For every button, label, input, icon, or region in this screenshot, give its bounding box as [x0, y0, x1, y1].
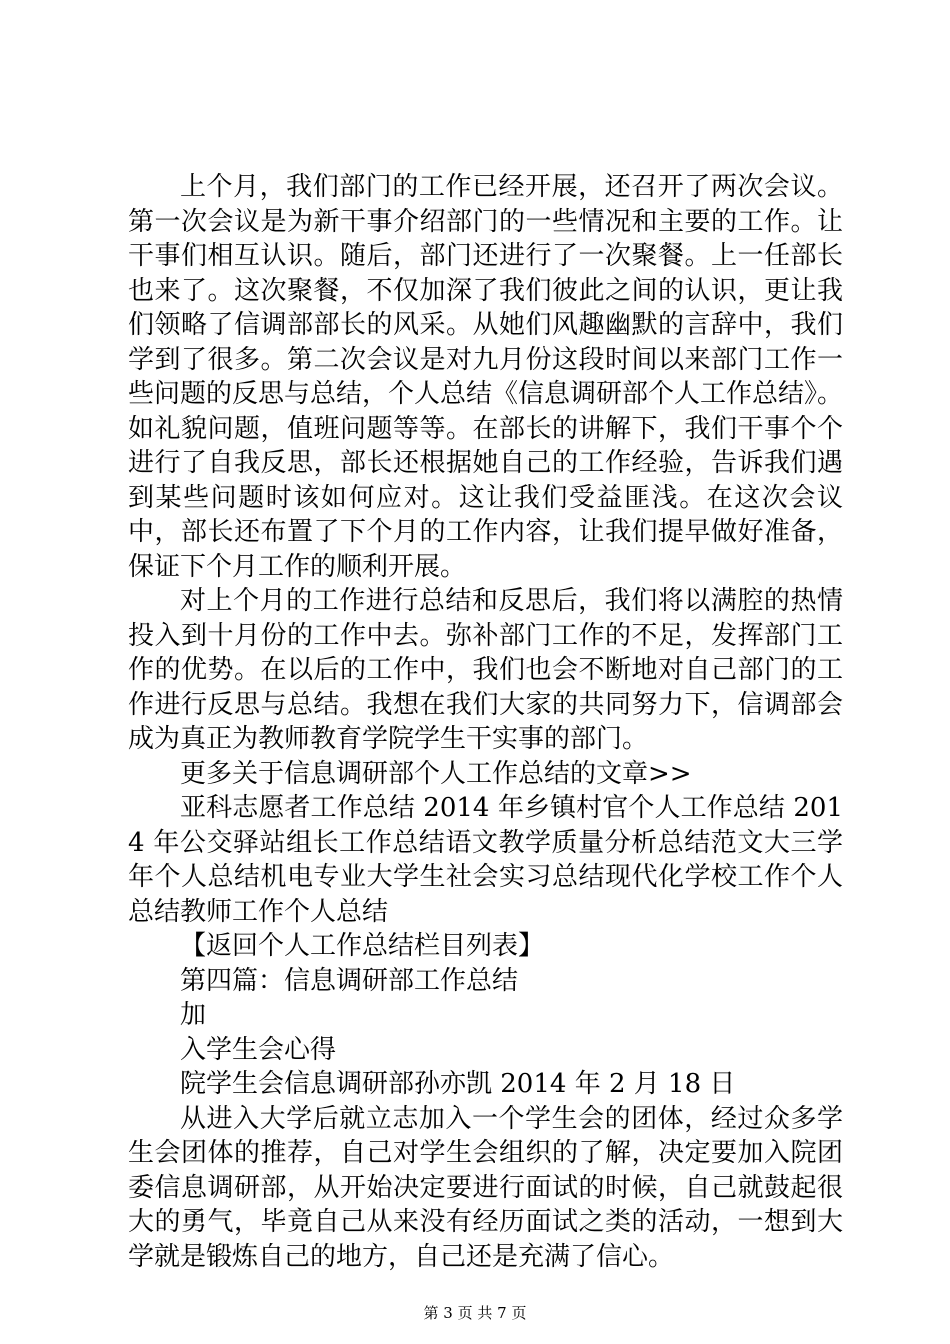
subtitle-part-2: 入学生会心得 [180, 1034, 337, 1065]
more-articles-link[interactable]: 更多关于信息调研部个人工作总结的文章>> [180, 758, 692, 789]
related-articles-list[interactable]: 亚科志愿者工作总结 2014 年乡镇村官个人工作总结 2014 年公交驿站组长工作总结语文教学质量分析总结范文大三学年个人总结机电专业大学生社会实习总结现代化学校工作个人总结教师工作个人总结 [128, 793, 843, 927]
paragraph-reflection: 对上个月的工作进行总结和反思后，我们将以满腔的热情投入到十月份的工作中去。弥补部门工作的不足，发挥部门工作的优势。在以后的工作中，我们也会不断地对自己部门的工作进行反思与总结。我想在我们大家的共同努力下，信调部会成为真正为教师教育学院学生干实事的部门。 [128, 586, 843, 754]
paragraph-joining-story: 从进入大学后就立志加入一个学生会的团体，经过众多学生会团体的推荐，自己对学生会组织的了解，决定要加入院团委信息调研部，从开始决定要进行面试的时候，自己就鼓起很大的勇气，毕竟自己从来没有经历面试之类的活动，一想到大学就是锻炼自己的地方，自己还是充满了信心。 [128, 1103, 843, 1272]
section-heading: 第四篇：信息调研部工作总结 [180, 965, 519, 996]
document-body [128, 170, 843, 1274]
author-date-line: 院学生会信息调研部孙亦凯 2014 年 2 月 18 日 [180, 1069, 736, 1099]
subtitle-part-1: 加 [180, 1000, 207, 1030]
page-number-footer: 第 3 页 共 7 页 [423, 1304, 527, 1322]
return-to-list-link[interactable]: 【返回个人工作总结栏目列表】 [180, 931, 545, 961]
paragraph-meeting-summary: 上个月，我们部门的工作已经开展，还召开了两次会议。第一次会议是为新干事介绍部门的一些情况和主要的工作。让干事们相互认识。随后，部门还进行了一次聚餐。上一任部长也来了。这次聚餐，不仅加深了我们彼此之间的认识，更让我们领略了信调部部长的风采。从她们风趣幽默的言辞中，我们学到了很多。第二次会议是对九月份这段时间以来部门工作一些问题的反思与总结，个人总结《信息调研部个人工作总结》。如礼貌问题，值班问题等等。在部长的讲解下，我们干事个个进行了自我反思，部长还根据她自己的工作经验，告诉我们遇到某些问题时该如何应对。这让我们受益匪浅。在这次会议中，部长还布置了下个月的工作内容，让我们提早做好准备，保证下个月工作的顺利开展。 [128, 172, 844, 582]
